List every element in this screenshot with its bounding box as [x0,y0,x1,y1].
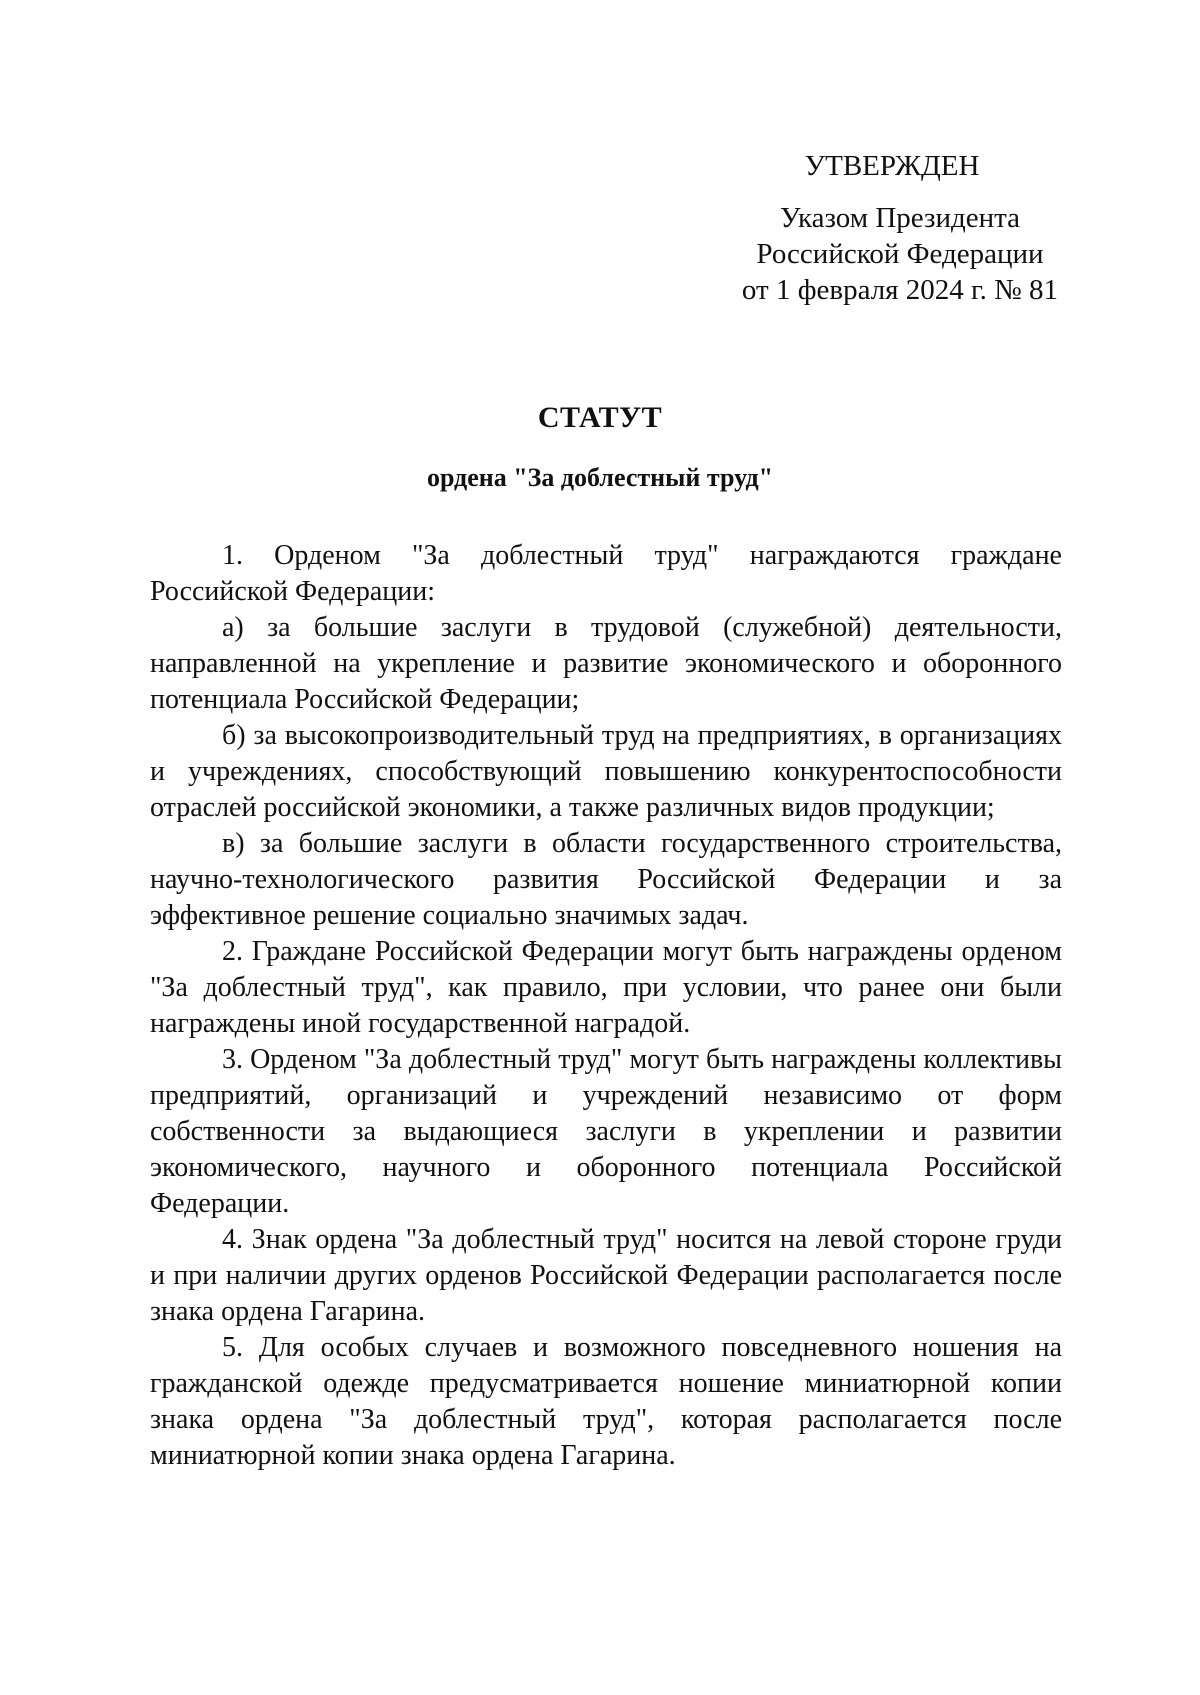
paragraph-3: 3. Орденом "За доблестный труд" могут быть награждены коллективы предприятий, организаций и учреждений независимо от форм собственности за выдающиеся заслуги в укреплении и развитии экономического, научного и оборонного потенциала Российской Федерации. [150,1044,1062,1219]
document-subtitle: ордена "За доблестный труд" [426,463,774,492]
approval-block [700,148,1100,308]
approval-line-3: от 1 февраля 2024 г. № 81 [741,274,1059,306]
paragraph-1: 1. Орденом "За доблестный труд" награждаются граждане Российской Федерации: [150,540,1062,607]
document-title: СТАТУТ [537,401,663,434]
paragraph-5: 5. Для особых случаев и возможного повседневного ношения на гражданской одежде предусматривается ношение миниатюрной копии знака ордена "За доблестный труд", которая располагается после миниатюрной копии знака ордена Гагарина. [150,1332,1062,1471]
document-body [150,538,1062,1474]
paragraph-2: 2. Граждане Российской Федерации могут быть награждены орденом "За доблестный труд", как правило, при условии, что ранее они были награждены иной государственной наградой. [150,936,1062,1039]
paragraph-1c: в) за большие заслуги в области государственного строительства, научно-технологического развития Российской Федерации и за эффективное решение социально значимых задач. [150,828,1062,931]
approval-line-2: Российской Федерации [756,238,1044,270]
paragraph-1b: б) за высокопроизводительный труд на предприятиях, в организациях и учреждениях, способствующий повышению конкурентоспособности отраслей российской экономики, а также различных видов продукции; [150,720,1062,823]
document-heading [0,398,1200,496]
paragraph-1a: а) за большие заслуги в трудовой (служебной) деятельности, направленной на укрепление и развитие экономического и оборонного потенциала Российской Федерации; [150,612,1062,715]
paragraph-4: 4. Знак ордена "За доблестный труд" носится на левой стороне груди и при наличии других орденов Российской Федерации располагается после знака ордена Гагарина. [150,1224,1062,1327]
approval-line-1: Указом Президента [779,202,1021,234]
approval-stamp: УТВЕРЖДЕН [804,150,980,182]
